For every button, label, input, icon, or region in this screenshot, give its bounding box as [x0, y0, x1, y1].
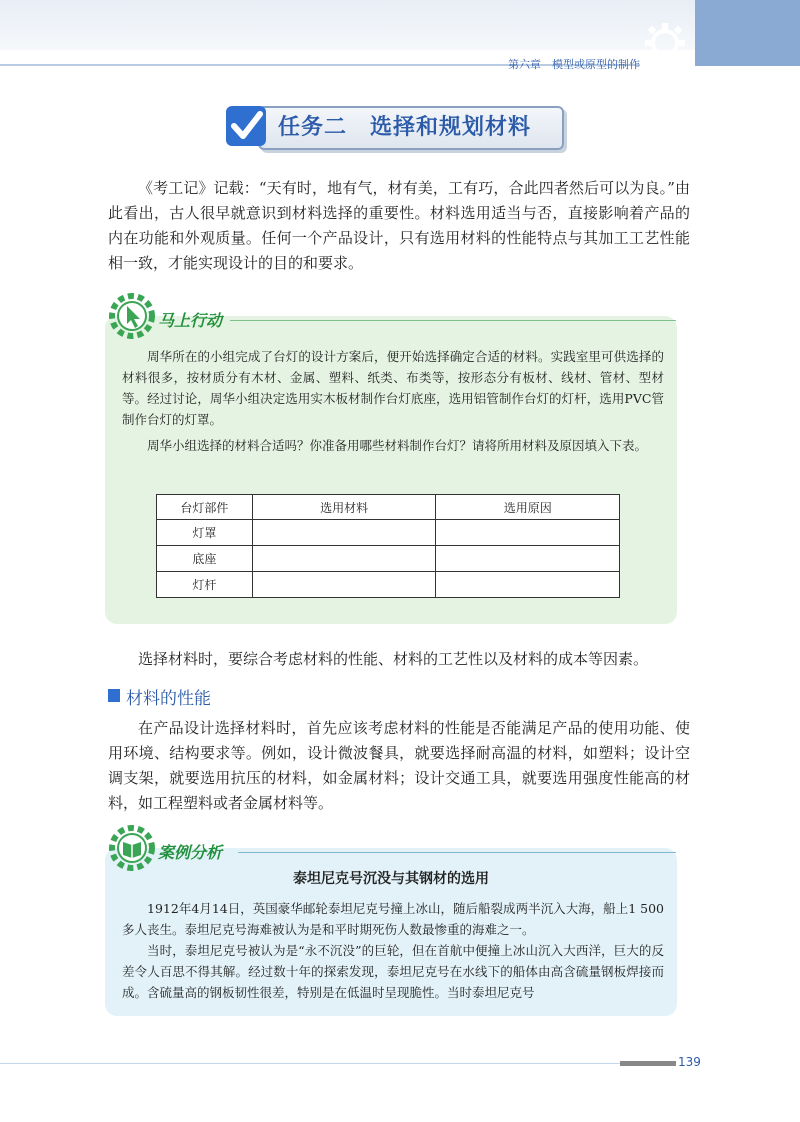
- intro-paragraph: 《考工记》记载：“天有时，地有气，材有美，工有巧，合此四者然后可以为良。”由此看出，古人很早就意识到材料选择的重要性。材料选用适当与否，直接影响着产品的内在功能和外观质量。任何一个产品设计，只有选用材料的性能特点与其加工工艺性能相一致，才能实现设计的目的和要求。: [108, 179, 690, 272]
- footer-rule: [0, 1063, 620, 1064]
- table-header-cell: 选用原因: [436, 495, 620, 520]
- table-cell-part: 灯罩: [157, 520, 253, 546]
- heading-square-icon: [108, 689, 120, 702]
- table-cell-part: 灯杆: [157, 572, 253, 598]
- checkmark-icon: [222, 102, 270, 150]
- action-paragraph-2: 周华小组选择的材料合适吗？你准备用哪些材料制作台灯？请将所用材料及原因填入下表。: [147, 438, 648, 453]
- summary-sentence: 选择材料时，要综合考虑材料的性能、材料的工艺性以及材料的成本等因素。: [138, 650, 649, 668]
- table-cell-reason[interactable]: [436, 546, 620, 572]
- table-cell-reason[interactable]: [436, 572, 620, 598]
- case-divider: [238, 852, 676, 853]
- chapter-title: 第六章 模型或原型的制作: [508, 58, 640, 71]
- action-paragraph-1: 周华所在的小组完成了台灯的设计方案后，便开始选择确定合适的材料。实践室里可供选择的材料很多，按材质分有木材、金属、塑料、纸类、布类等，按形态分有板材、线材、管材、型材等。经过讨论，周华小组决定选用实木板材制作台灯底座，选用铝管制作台灯的灯杆，选用PVC管制作台灯的灯罩。: [122, 349, 664, 427]
- table-cell-part: 底座: [157, 546, 253, 572]
- case-label: 案例分析: [158, 843, 223, 862]
- material-table: [156, 494, 620, 598]
- pointer-gear-icon: [102, 286, 162, 346]
- task-title: 任务二 选择和规划材料: [278, 115, 532, 140]
- footer-bar: [620, 1061, 676, 1066]
- action-label: 马上行动: [158, 311, 223, 330]
- table-header-cell: 选用材料: [252, 495, 436, 520]
- table-header-cell: 台灯部件: [157, 495, 253, 520]
- action-divider: [230, 320, 676, 321]
- case-title: 泰坦尼克号沉没与其钢材的选用: [293, 871, 489, 887]
- table-row: [157, 572, 620, 598]
- gear-icon: [640, 18, 690, 68]
- table-cell-material[interactable]: [252, 572, 436, 598]
- table-cell-material[interactable]: [252, 520, 436, 546]
- section-heading: 材料的性能: [126, 689, 211, 709]
- page-number: 139: [678, 1055, 701, 1069]
- table-row: [157, 520, 620, 546]
- header-accent-block: [695, 0, 800, 66]
- table-header-row: [157, 495, 620, 520]
- case-paragraph-1: 1912年4月14日，英国豪华邮轮泰坦尼克号撞上冰山，随后船裂成两半沉入大海，船上1 500多人丧生。泰坦尼克号海难被认为是和平时期死伤人数最惨重的海难之一。: [122, 901, 664, 937]
- case-paragraph-2: 当时，泰坦尼克号被认为是“永不沉没”的巨轮，但在首航中便撞上冰山沉入大西洋，巨大的反差令人百思不得其解。经过数十年的探索发现，泰坦尼克号在水线下的船体由高含硫量钢板焊接而成。含硫量高的钢板韧性很差，特别是在低温时呈现脆性。当时泰坦尼克号: [122, 943, 664, 1000]
- table-row: [157, 546, 620, 572]
- section-paragraph: 在产品设计选择材料时，首先应该考虑材料的性能是否能满足产品的使用功能、使用环境、结构要求等。例如，设计微波餐具，就要选择耐高温的材料，如塑料；设计空调支架，就要选用抗压的材料，如金属材料；设计交通工具，就要选用强度性能高的材料，如工程塑料或者金属材料等。: [108, 719, 690, 812]
- table-cell-material[interactable]: [252, 546, 436, 572]
- table-cell-reason[interactable]: [436, 520, 620, 546]
